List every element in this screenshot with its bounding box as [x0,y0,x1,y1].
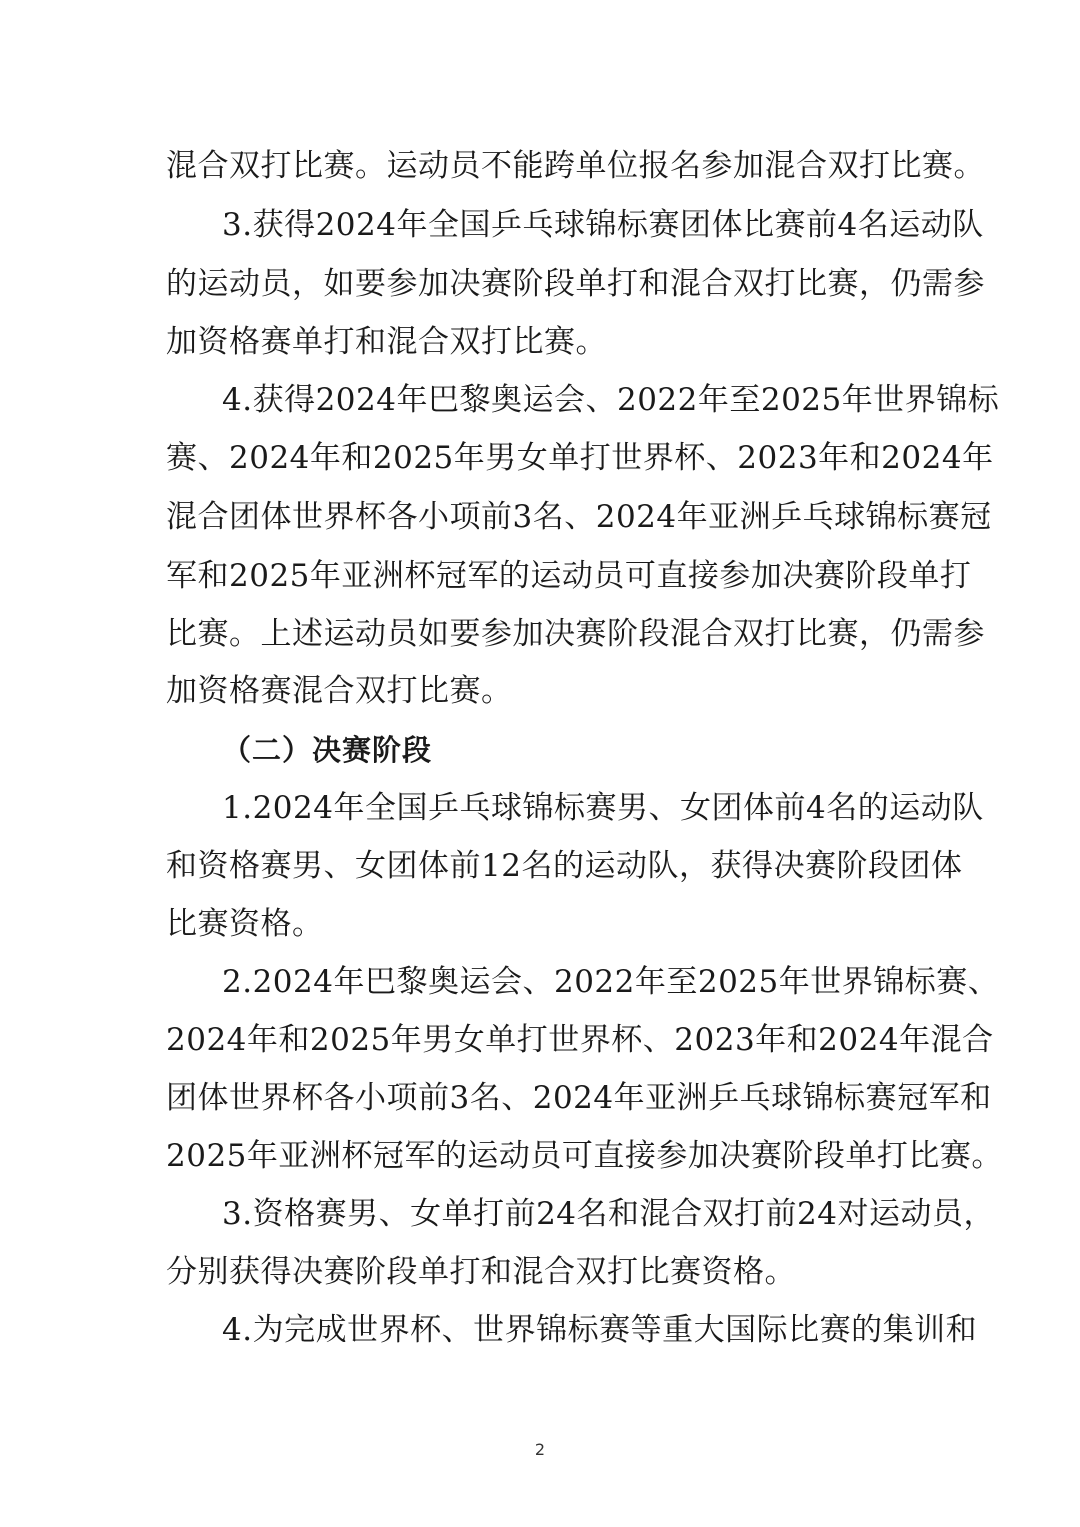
text-line: 2025年亚洲杯冠军的运动员可直接参加决赛阶段单打比赛。 [166,1138,1003,1174]
text-line: 4.为完成世界杯、世界锦标赛等重大国际比赛的集训和 [222,1312,978,1348]
page-number: 2 [534,1440,546,1459]
text-line: 混合双打比赛。运动员不能跨单位报名参加混合双打比赛。 [166,148,985,184]
text-line: 加资格赛混合双打比赛。 [166,673,513,709]
text-line: 2024年和2025年男女单打世界杯、2023年和2024年混合 [166,1022,994,1058]
text-line: 4.获得2024年巴黎奥运会、2022年至2025年世界锦标 [222,382,1000,418]
text-line: 加资格赛单打和混合双打比赛。 [166,324,607,360]
text-line: 的运动员，如要参加决赛阶段单打和混合双打比赛，仍需参 [166,266,985,302]
text-line: 分别获得决赛阶段单打和混合双打比赛资格。 [166,1254,796,1290]
text-line: 比赛资格。 [166,906,324,942]
section-heading: （二）决赛阶段 [222,733,433,767]
text-line: 2.2024年巴黎奥运会、2022年至2025年世界锦标赛、 [222,964,1000,1000]
text-line: 3.获得2024年全国乒乓球锦标赛团体比赛前4名运动队 [222,207,984,243]
text-line: 3.资格赛男、女单打前24名和混合双打前24对运动员， [222,1196,995,1232]
text-line: 1.2024年全国乒乓球锦标赛男、女团体前4名的运动队 [222,790,984,826]
text-line: 比赛。上述运动员如要参加决赛阶段混合双打比赛，仍需参 [166,616,985,652]
text-line: 团体世界杯各小项前3名、2024年亚洲乒乓球锦标赛冠军和 [166,1080,992,1116]
text-line: 混合团体世界杯各小项前3名、2024年亚洲乒乓球锦标赛冠 [166,499,992,535]
text-line: 军和2025年亚洲杯冠军的运动员可直接参加决赛阶段单打 [166,558,972,594]
text-line: 和资格赛男、女团体前12名的运动队，获得决赛阶段团体 [166,848,963,884]
text-line: 赛、2024年和2025年男女单打世界杯、2023年和2024年 [166,440,994,476]
